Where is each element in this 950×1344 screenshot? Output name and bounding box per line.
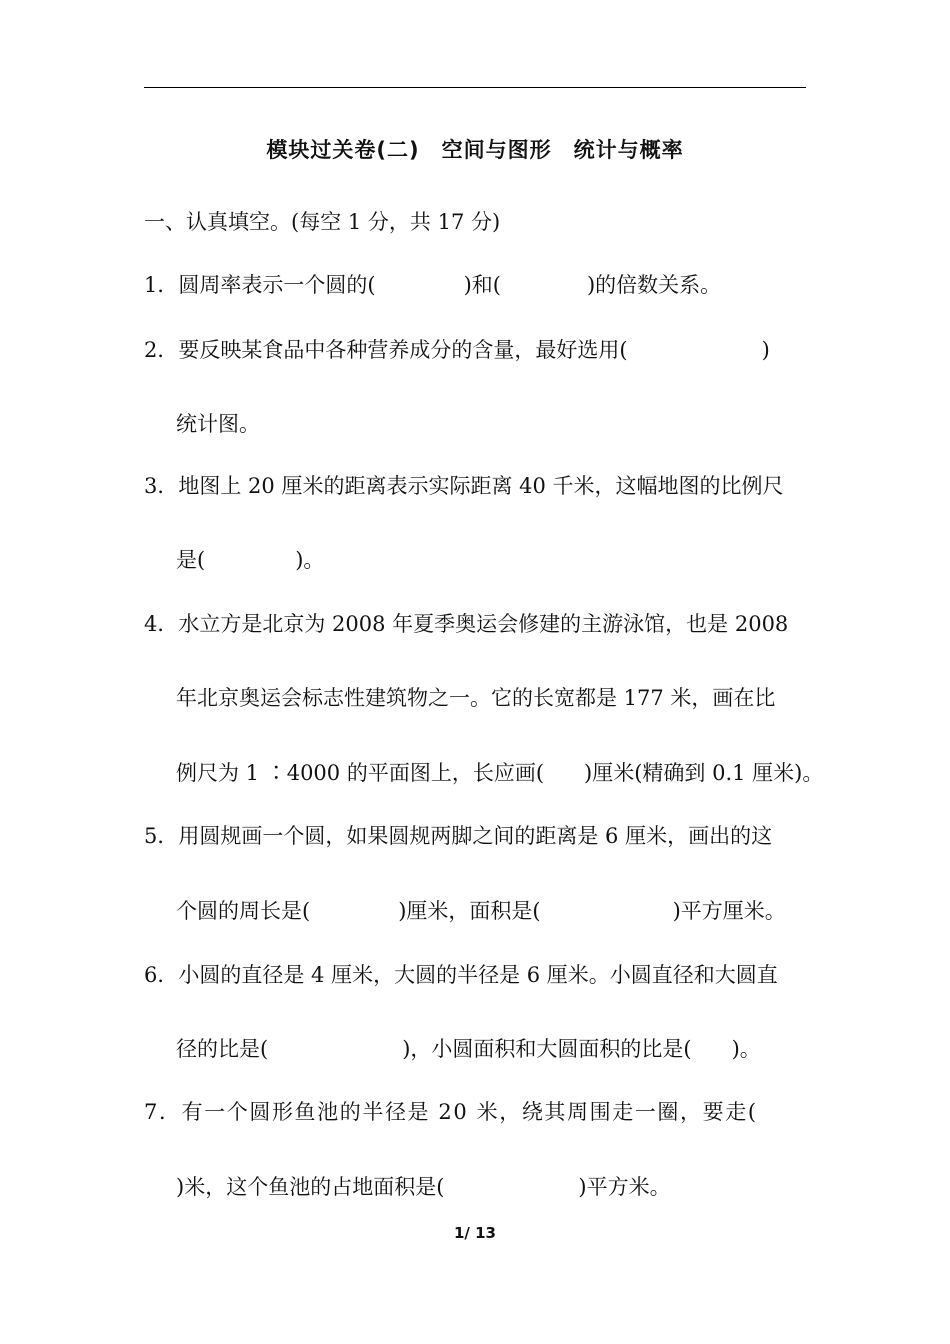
question-7-line-2: )米，这个鱼池的占地面积是( )平方米。	[176, 1175, 671, 1199]
question-number: 1．	[144, 273, 179, 297]
question-number: 2．	[144, 338, 179, 362]
question-number: 6．	[144, 963, 179, 987]
question-number: 5．	[144, 824, 179, 848]
section-heading: 一、认真填空。(每空 1 分，共 17 分)	[144, 210, 501, 234]
question-3: 3．地图上 20 厘米的距离表示实际距离 40 千米，这幅地图的比例尺	[144, 474, 784, 498]
question-6: 6．小圆的直径是 4 厘米，大圆的半径是 6 厘米。小圆直径和大圆直	[144, 963, 778, 987]
question-1: 1．圆周率表示一个圆的( )和( )的倍数关系。	[144, 273, 722, 297]
question-4: 4．水立方是北京为 2008 年夏季奥运会修建的主游泳馆，也是 2008	[144, 612, 789, 636]
question-number: 7．	[144, 1100, 182, 1124]
question-number: 3．	[144, 474, 179, 498]
question-7: 7．有一个圆形鱼池的半径是 20 米，绕其周围走一圈，要走(	[144, 1100, 758, 1124]
question-2: 2．要反映某食品中各种营养成分的含量，最好选用( )	[144, 338, 770, 362]
question-4-line-2: 年北京奥运会标志性建筑物之一。它的长宽都是 177 米，画在比	[176, 686, 776, 710]
question-5: 5．用圆规画一个圆，如果圆规两脚之间的距离是 6 厘米，画出的这	[144, 824, 773, 848]
question-3-line-2: 是( )。	[176, 548, 325, 572]
page-number: 1/ 13	[453, 1224, 496, 1242]
header-rule	[144, 87, 806, 88]
question-5-line-2: 个圆的周长是( )厘米，面积是( )平方厘米。	[176, 899, 786, 923]
question-4-line-3: 例尺为 1 ∶4000 的平面图上，长应画( )厘米(精确到 0.1 厘米)。	[176, 761, 824, 785]
question-2-line-2: 统计图。	[176, 412, 260, 436]
question-6-line-2: 径的比是( )，小圆面积和大圆面积的比是( )。	[176, 1037, 761, 1061]
question-number: 4．	[144, 612, 179, 636]
page-title: 模块过关卷(二) 空间与图形 统计与概率	[266, 138, 684, 162]
